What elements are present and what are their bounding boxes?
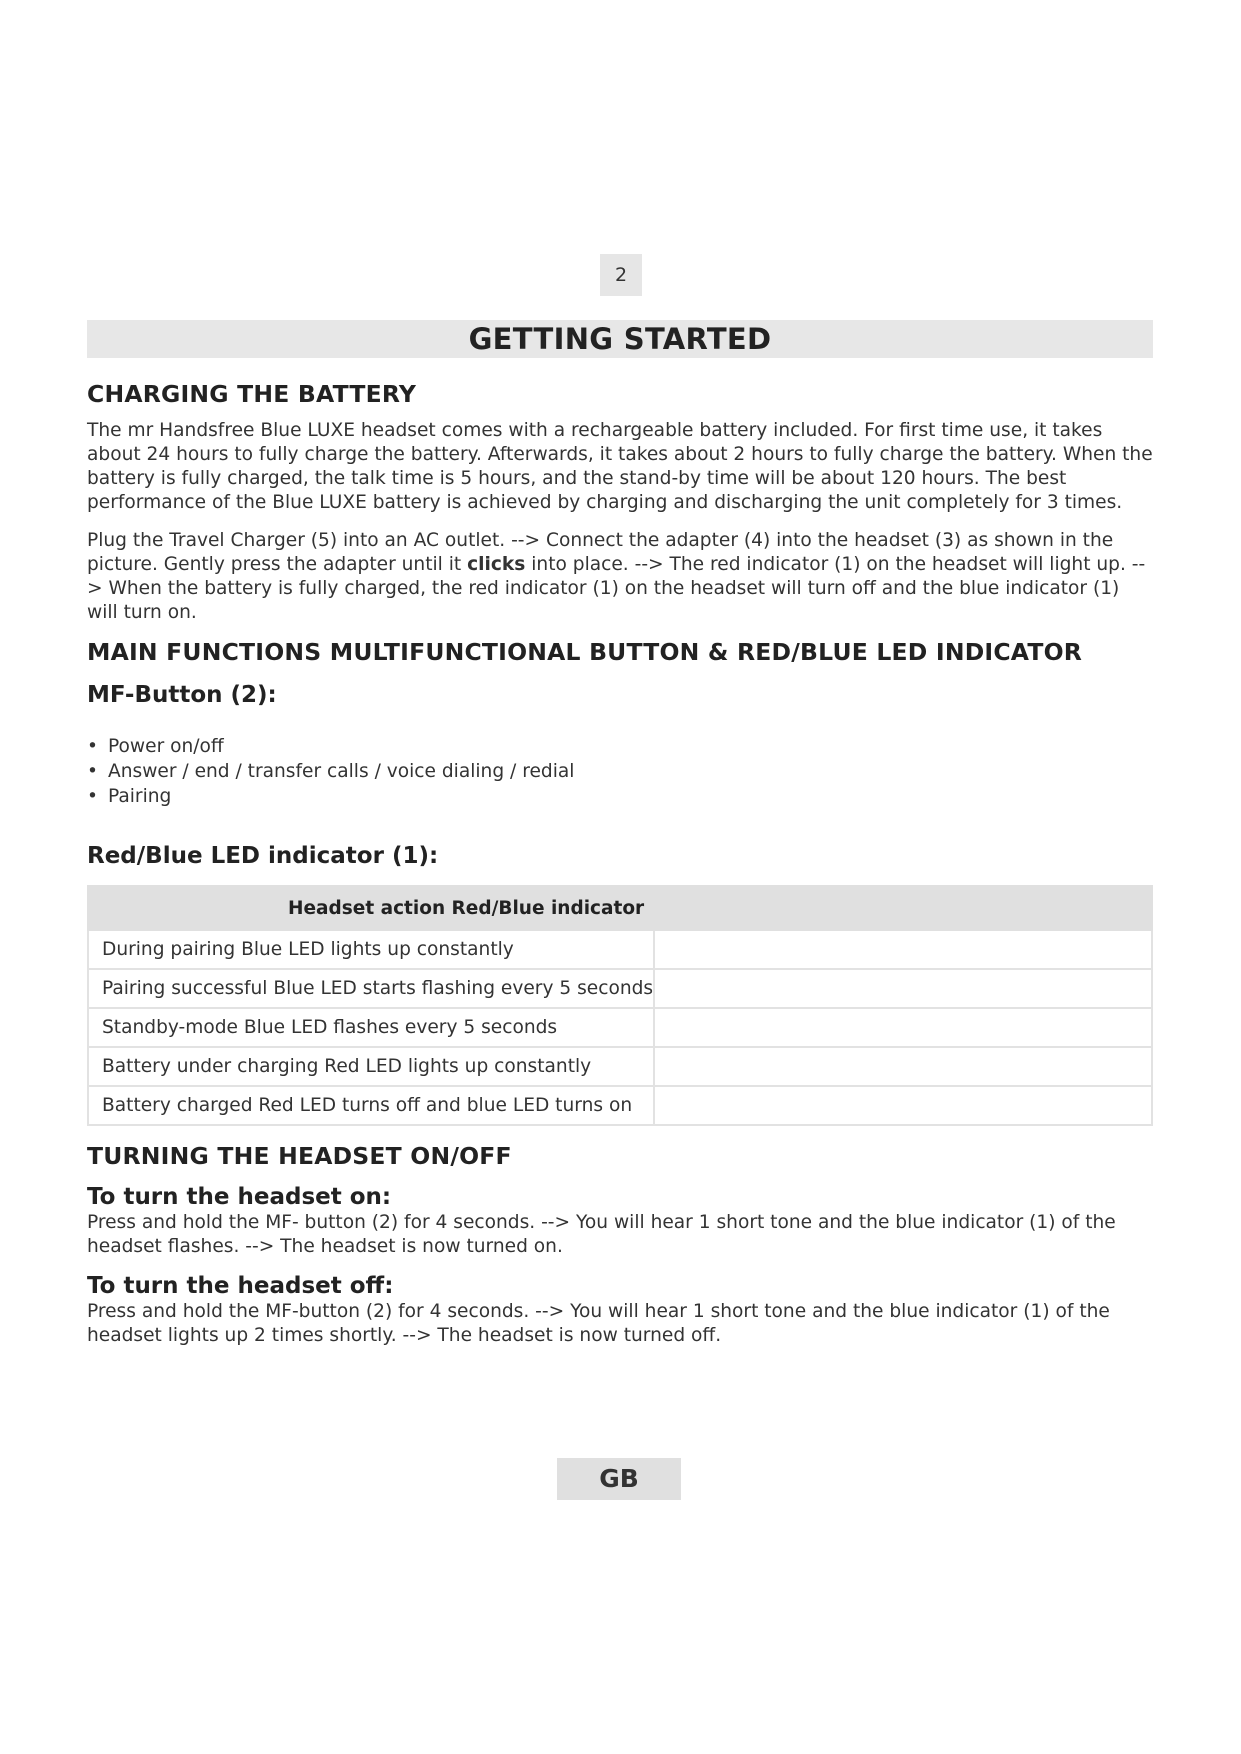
list-item: [87, 759, 1153, 784]
turning-heading: TURNING THE HEADSET ON/OFF: [87, 1142, 512, 1170]
page-number: 2: [600, 254, 642, 296]
charging-paragraph-1: The mr Handsfree Blue LUXE headset comes with a rechargeable battery included. For first time use, it takes about 24 hours to fully charge the battery. Afterwards, it takes about 2 hours to fully charge the battery. When the battery is fully charged, the talk time is 5 hours, and the stand-by time will be about 120 hours. The best performance of the Blue LUXE battery is achieved by charging and discharging the unit completely for 3 times.: [87, 420, 1153, 513]
charging-heading: CHARGING THE BATTERY: [87, 380, 417, 408]
bullet: •: [87, 786, 98, 807]
table-row: [88, 969, 1152, 1008]
section-title: GETTING STARTED: [87, 320, 1153, 358]
table-row: [88, 1086, 1152, 1125]
table-cell: During pairing Blue LED lights up constantly: [88, 930, 654, 969]
list-item-text: Pairing: [108, 786, 172, 807]
list-item: [87, 734, 1153, 759]
table-header-row: [88, 886, 1152, 930]
page-content: [87, 380, 1153, 1348]
turn-on-text: Press and hold the MF- button (2) for 4 seconds. --> You will hear 1 short tone and the blue indicator (1) of the headset flashes. --> The headset is now turned on.: [87, 1212, 1116, 1257]
table-cell-empty: [654, 1047, 1152, 1086]
bullet: •: [87, 761, 98, 782]
led-indicator-heading: Red/Blue LED indicator (1):: [87, 843, 439, 869]
charging-paragraph-2: [87, 529, 1153, 625]
main-functions-heading: MAIN FUNCTIONS MULTIFUNCTIONAL BUTTON & RED/BLUE LED INDICATOR: [87, 638, 1083, 666]
language-tag: GB: [557, 1458, 681, 1500]
list-item: [87, 784, 1153, 809]
turn-on-heading: To turn the headset on:: [87, 1184, 392, 1210]
charging-paragraph-2-start: Plug the Travel Charger (5) into an AC outlet. --> Connect the adapter (4) into the headset (3) as shown in the picture. Gently press the adapter until it: [87, 530, 1114, 575]
list-item-text: Power on/off: [108, 736, 224, 757]
list-item-text: Answer / end / transfer calls / voice dialing / redial: [108, 761, 575, 782]
bullet: •: [87, 736, 98, 757]
clicks-emphasis: clicks: [467, 554, 526, 575]
table-row: [88, 1047, 1152, 1086]
charging-paragraph-2-end: into place. --> The red indicator (1) on the headset will light up. --> When the battery is fully charged, the red indicator (1) on the headset will turn off and the blue indicator (1) will turn on.: [87, 554, 1146, 623]
turn-off-text: Press and hold the MF-button (2) for 4 seconds. --> You will hear 1 short tone and the blue indicator (1) of the headset lights up 2 times shortly. --> The headset is now turned off.: [87, 1301, 1110, 1346]
table-header: Headset action Red/Blue indicator: [88, 886, 1152, 930]
table-cell: Pairing successful Blue LED starts flashing every 5 seconds: [88, 969, 654, 1008]
table-cell-empty: [654, 930, 1152, 969]
table-cell-empty: [654, 1008, 1152, 1047]
table-cell-empty: [654, 1086, 1152, 1125]
table-cell-empty: [654, 969, 1152, 1008]
mf-button-list: [87, 734, 1153, 809]
table-row: [88, 1008, 1152, 1047]
table-cell: Standby-mode Blue LED flashes every 5 seconds: [88, 1008, 654, 1047]
mf-button-heading: MF-Button (2):: [87, 682, 277, 708]
table-cell: Battery under charging Red LED lights up constantly: [88, 1047, 654, 1086]
table-row: [88, 930, 1152, 969]
table-cell: Battery charged Red LED turns off and blue LED turns on: [88, 1086, 654, 1125]
led-indicator-table: [87, 885, 1153, 1126]
turn-off-heading: To turn the headset off:: [87, 1273, 394, 1299]
